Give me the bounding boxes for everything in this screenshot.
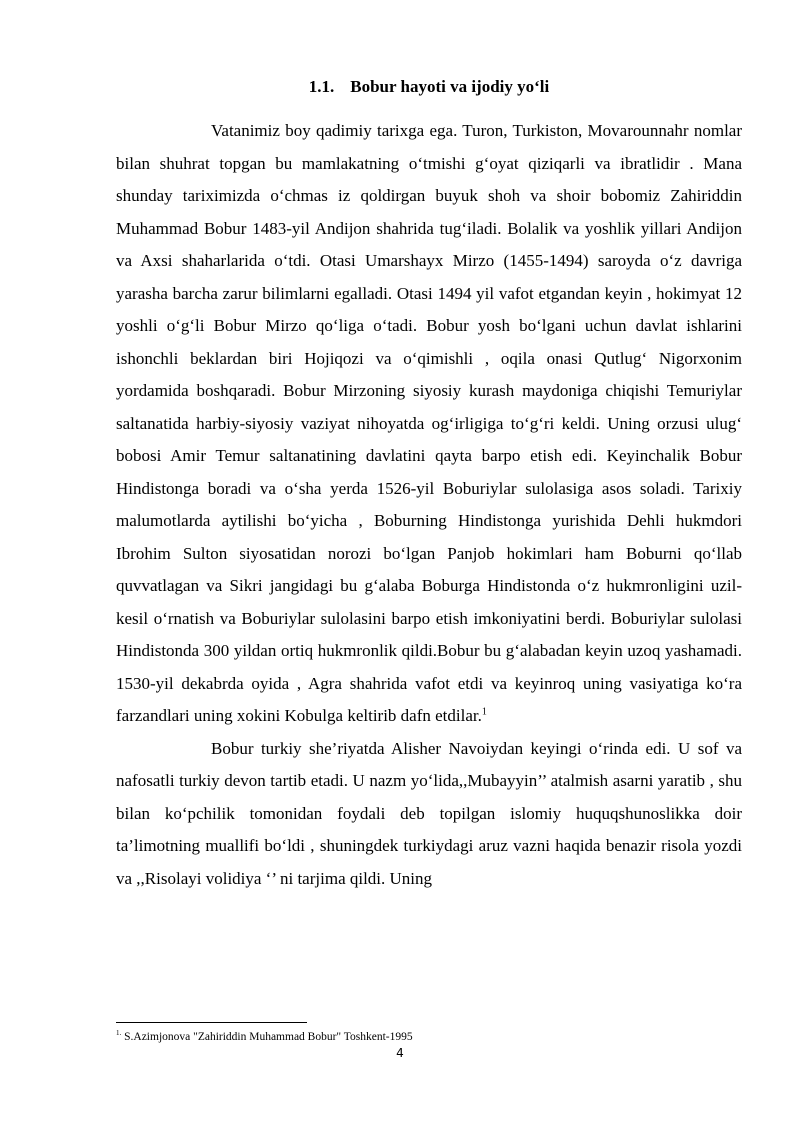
footnote-separator: [116, 1022, 307, 1023]
section-title: Bobur hayoti va ijodiy yo‘li: [350, 77, 550, 96]
section-heading: [116, 76, 742, 98]
paragraph-1-text: Vatanimiz boy qadimiy tarixga ega. Turon, Turkiston, Movarounnahr nomlar bilan shuhrat topgan bu mamlakatning o‘tmishi g‘oyat qiziqarli va ibratlidir . Mana shunday tariximizda o‘chmas iz qoldirgan buyuk shoh va shoir bobomiz Zahiriddin Muhammad Bobur 1483-yil Andijon shahrida tug‘iladi. Bolalik va yoshlik yillari Andijon va Axsi shaharlarida o‘tdi. Otasi Umarshayx Mirzo (1455-1494) saroyda o‘z davriga yarasha barcha zarur bilimlarni egalladi. Otasi 1494 yil vafot etgandan keyin , hokimyat 12 yoshli o‘g‘li Bobur Mirzo qo‘liga o‘tadi. Bobur yosh bo‘lgani uchun davlat ishlarini ishonchli beklardan biri Hojiqozi va o‘qimishli , oqila onasi Qutlug‘ Nigorxonim yordamida boshqaradi. Bobur Mirzoning siyosiy kurash maydoniga chiqishi Temuriylar saltanatida harbiy-siyosiy vaziyat nihoyatda og‘irligiga to‘g‘ri keldi. Uning orzusi ulug‘ bobosi Amir Temur saltanatining davlatini qayta barpo etish edi. Keyinchalik Bobur Hindistonga boradi va o‘sha yerda 1526-yil Boburiylar sulolasiga asos soladi. Tarixiy malumotlarda aytilishi bo‘yicha , Boburning Hindistonga yurishida Dehli hukmdori Ibrohim Sulton siyosatidan norozi bo‘lgan Panjob hokimlari ham Boburni qo‘llab quvvatlagan va Sikri jangidagi bu g‘alaba Boburga Hindistonda o‘z hukmronligini uzil-kesil o‘rnatish va Boburiylar sulolasini barpo etish imkoniyatini berdi. Boburiylar sulolasi Hindistonda 300 yildan ortiq hukmronlik qildi.Bobur bu g‘alabadan keyin uzoq yashamadi. 1530-yil dekabrda oyida , Agra shahrida vafot etdi va keyinroq uning vasiyatiga ko‘ra farzandlari uning xokini Kobulga keltirib dafn etdilar.: [116, 121, 742, 725]
footnote-marker: 1.: [116, 1029, 122, 1038]
footnote-text: S.Azimjonova "Zahiriddin Muhammad Bobur" Toshkent-1995: [121, 1031, 413, 1043]
footnote: [116, 1030, 742, 1044]
section-number: 1.1.: [308, 77, 335, 96]
body-text: [116, 115, 742, 895]
page-number: 4: [396, 1046, 404, 1060]
paragraph-1: [116, 115, 742, 733]
footnote-reference: 1: [481, 706, 487, 718]
paragraph-2-text: Bobur turkiy she’riyatda Alisher Navoiydan keyingi o‘rinda edi. U sof va nafosatli turkiy devon tartib etadi. U nazm yo‘lida,,Mubayyin’’ atalmish asarni yaratib , shu bilan ko‘pchilik tomonidan foydali deb topilgan islomiy huquqshunoslikka doir ta’limotning muallifi bo‘ldi , shuningdek turkiydagi aruz vazni haqida benazir risola yozdi va ,,Risolayi volidiya ‘’ ni tarjima qildi. Uning: [116, 738, 742, 888]
paragraph-2: [116, 733, 742, 896]
